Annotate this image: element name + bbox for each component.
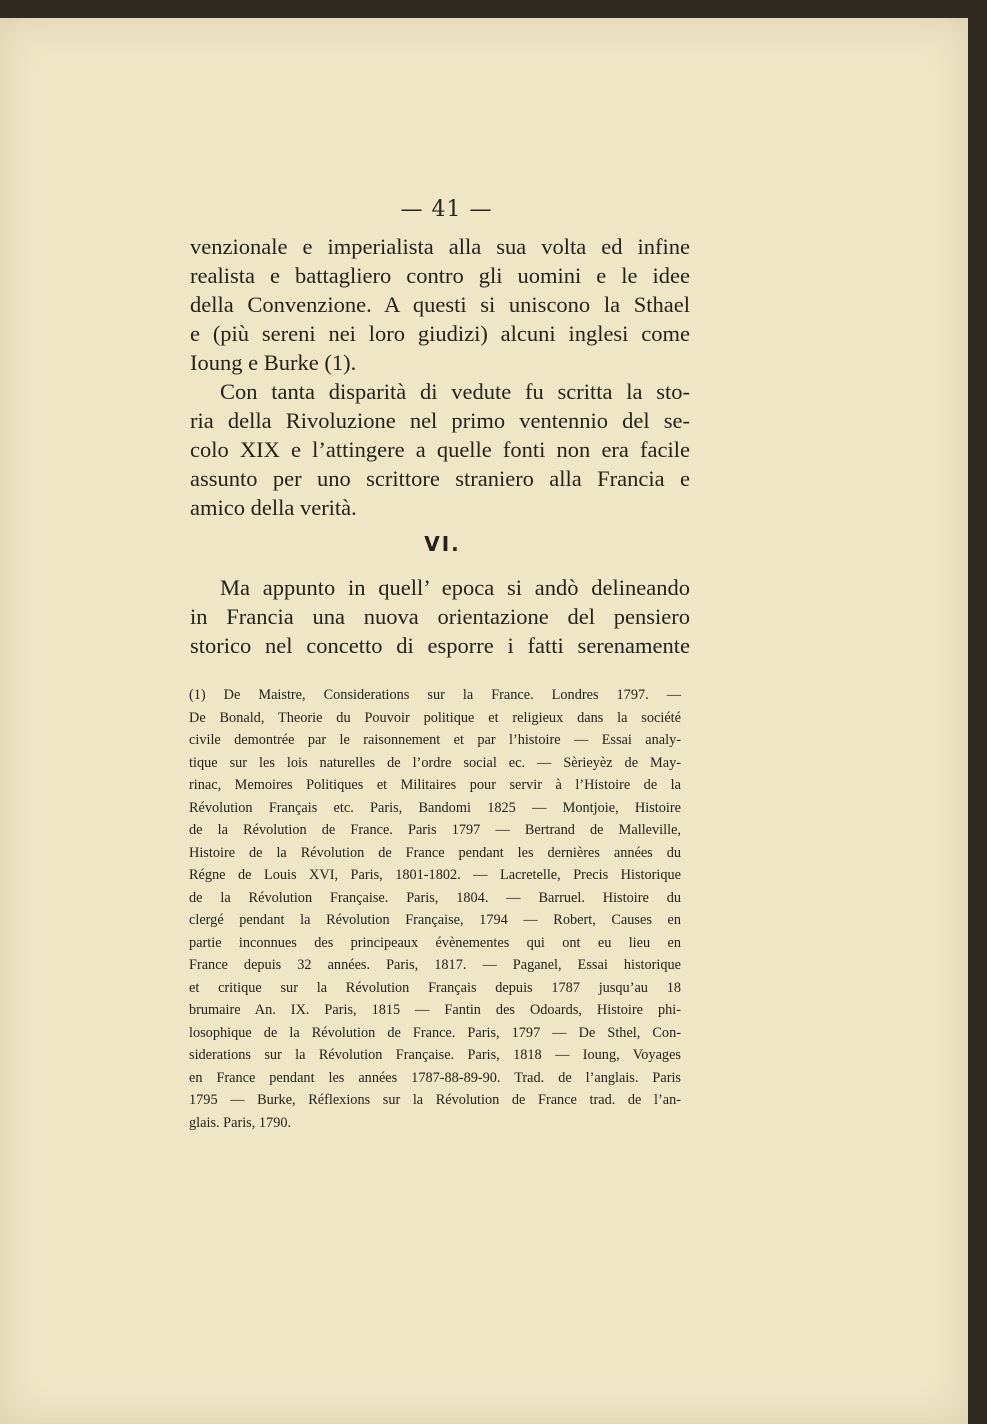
footnote-line: brumaire An. IX. Paris, 1815 — Fantin des Odoards, Histoire phi- [189,1002,681,1018]
footnote-line: tique sur les lois naturelles de l’ordre social ec. — Sèrieyèz de May- [189,754,681,771]
footnote-line: siderations sur la Révolution Française. Paris, 1818 — Ioung, Voyages [189,1047,681,1063]
text-line: Ioung e Burke (1). [190,350,357,375]
text-line: storico nel concetto di esporre i fatti serenamente [190,633,690,658]
footnote-line: glais. Paris, 1790. [189,1114,292,1131]
text-line: assunto per uno scrittore straniero alla Francia e [190,466,690,491]
footnote-line: Régne de Louis XVI, Paris, 1801-1802. — Lacretelle, Precis Historique [189,867,681,883]
text-line: e (più sereni nei loro giudizi) alcuni inglesi come [190,321,690,346]
footnote-line: rinac, Memoires Politiques et Militaires pour servir à l’Histoire de la [189,777,681,793]
footnote [189,684,681,1134]
text-line: amico della verità. [190,495,357,520]
footnote-line: et critique sur la Révolution Français depuis 1787 jusqu’au 18 [189,979,681,996]
page-number: — 41 — [400,197,493,222]
footnote-line: losophique de la Révolution de France. Paris, 1797 — De Sthel, Con- [189,1024,681,1041]
paragraph-2 [190,377,690,522]
footnote-line: en France pendant les années 1787-88-89-90. Trad. de l’anglais. Paris [189,1069,681,1086]
footnote-line: De Bonald, Theorie du Pouvoir politique et religieux dans la société [189,709,681,726]
text-line: Ma appunto in quell’ epoca si andò delineando [220,575,690,600]
footnote-line: clergé pendant la Révolution Française, 1794 — Robert, Causes en [189,912,681,928]
text-line: della Convenzione. A questi si uniscono la Sthael [190,292,690,317]
footnote-line: civile demontrée par le raisonnement et par l’histoire — Essai analy- [189,732,681,748]
text-line: realista e battagliero contro gli uomini e le idee [190,263,690,288]
paragraph-1 [190,232,690,377]
footnote-line: de la Révolution de France. Paris 1797 — Bertrand de Malleville, [189,822,681,838]
text-line: venzionale e imperialista alla sua volta ed infine [190,234,690,259]
text-line: in Francia una nuova orientazione del pensiero [190,604,690,629]
footnote-line: Histoire de la Révolution de France pendant les dernières années du [189,844,681,861]
footnote-line: partie inconnues des principeaux évènementes qui ont eu lieu en [189,934,681,951]
footnote-line: France depuis 32 années. Paris, 1817. — Paganel, Essai historique [189,957,681,973]
footnote-line: (1) De Maistre, Considerations sur la France. Londres 1797. — [189,687,681,703]
text-line: Con tanta disparità di vedute fu scritta la sto- [220,379,690,404]
footnote-line: Révolution Français etc. Paris, Bandomi 1825 — Montjoie, Histoire [189,799,681,816]
footnote-line: 1795 — Burke, Réflexions sur la Révolution de France trad. de l’an- [189,1092,681,1108]
footnote-line: de la Révolution Française. Paris, 1804. — Barruel. Histoire du [189,889,681,906]
section-heading: VI. [424,532,461,556]
text-line: ria della Rivoluzione nel primo ventennio del se- [190,408,690,433]
paragraph-3 [190,573,690,660]
text-line: colo XIX e l’attingere a quelle fonti non era facile [190,437,690,462]
